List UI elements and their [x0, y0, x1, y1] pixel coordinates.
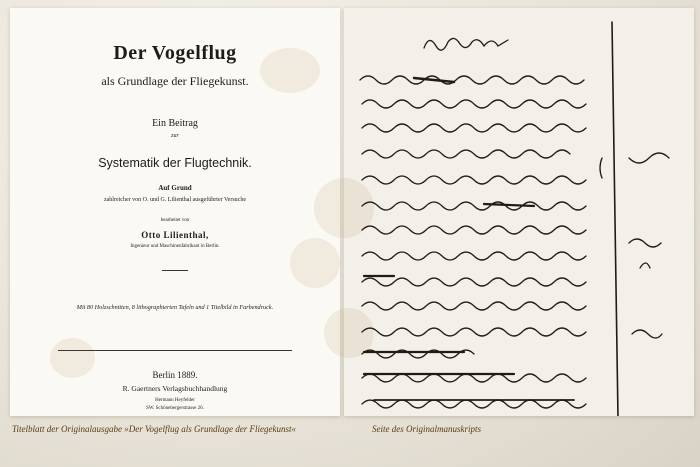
manuscript-page	[344, 8, 694, 416]
experiments-line: zahlreicher von O. und G. Lilienthal ausgeführter Versuche	[103, 197, 246, 203]
publisher-owner: Hermann Heyfelder	[155, 398, 195, 403]
caption-title-page: Titelblatt der Originalausgabe »Der Vogelflug als Grundlage der Fliegekunst«	[12, 424, 296, 434]
zur-line: zur	[171, 133, 179, 139]
book-title: Der Vogelflug	[113, 42, 237, 64]
contribution-line: Ein Beitrag	[152, 118, 198, 129]
basis-line: Auf Grund	[158, 184, 192, 192]
illustrations-note: Mit 80 Holzschnitten, 8 lithographierten Tafeln und 1 Titelbild in Farbendruck.	[76, 304, 274, 311]
edited-by-line: bearbeitet von	[160, 218, 190, 223]
author-role: Ingenieur und Maschinenfabrikant in Berlin.	[130, 244, 220, 249]
title-page	[10, 8, 340, 416]
publisher-address: SW. Schönebergerstrasse 26.	[146, 406, 204, 411]
place-year: Berlin 1889.	[152, 370, 198, 380]
book-subtitle: als Grundlage der Fliegekunst.	[101, 74, 249, 88]
handwriting-image	[344, 8, 694, 416]
author-name: Otto Lilienthal,	[141, 230, 209, 240]
divider	[162, 270, 188, 271]
divider	[58, 350, 292, 351]
publisher: R. Gaertners Verlagsbuchhandlung	[122, 384, 228, 393]
caption-manuscript: Seite des Originalmanuskripts	[372, 424, 481, 434]
systematics-line: Systematik der Flugtechnik.	[98, 156, 252, 170]
